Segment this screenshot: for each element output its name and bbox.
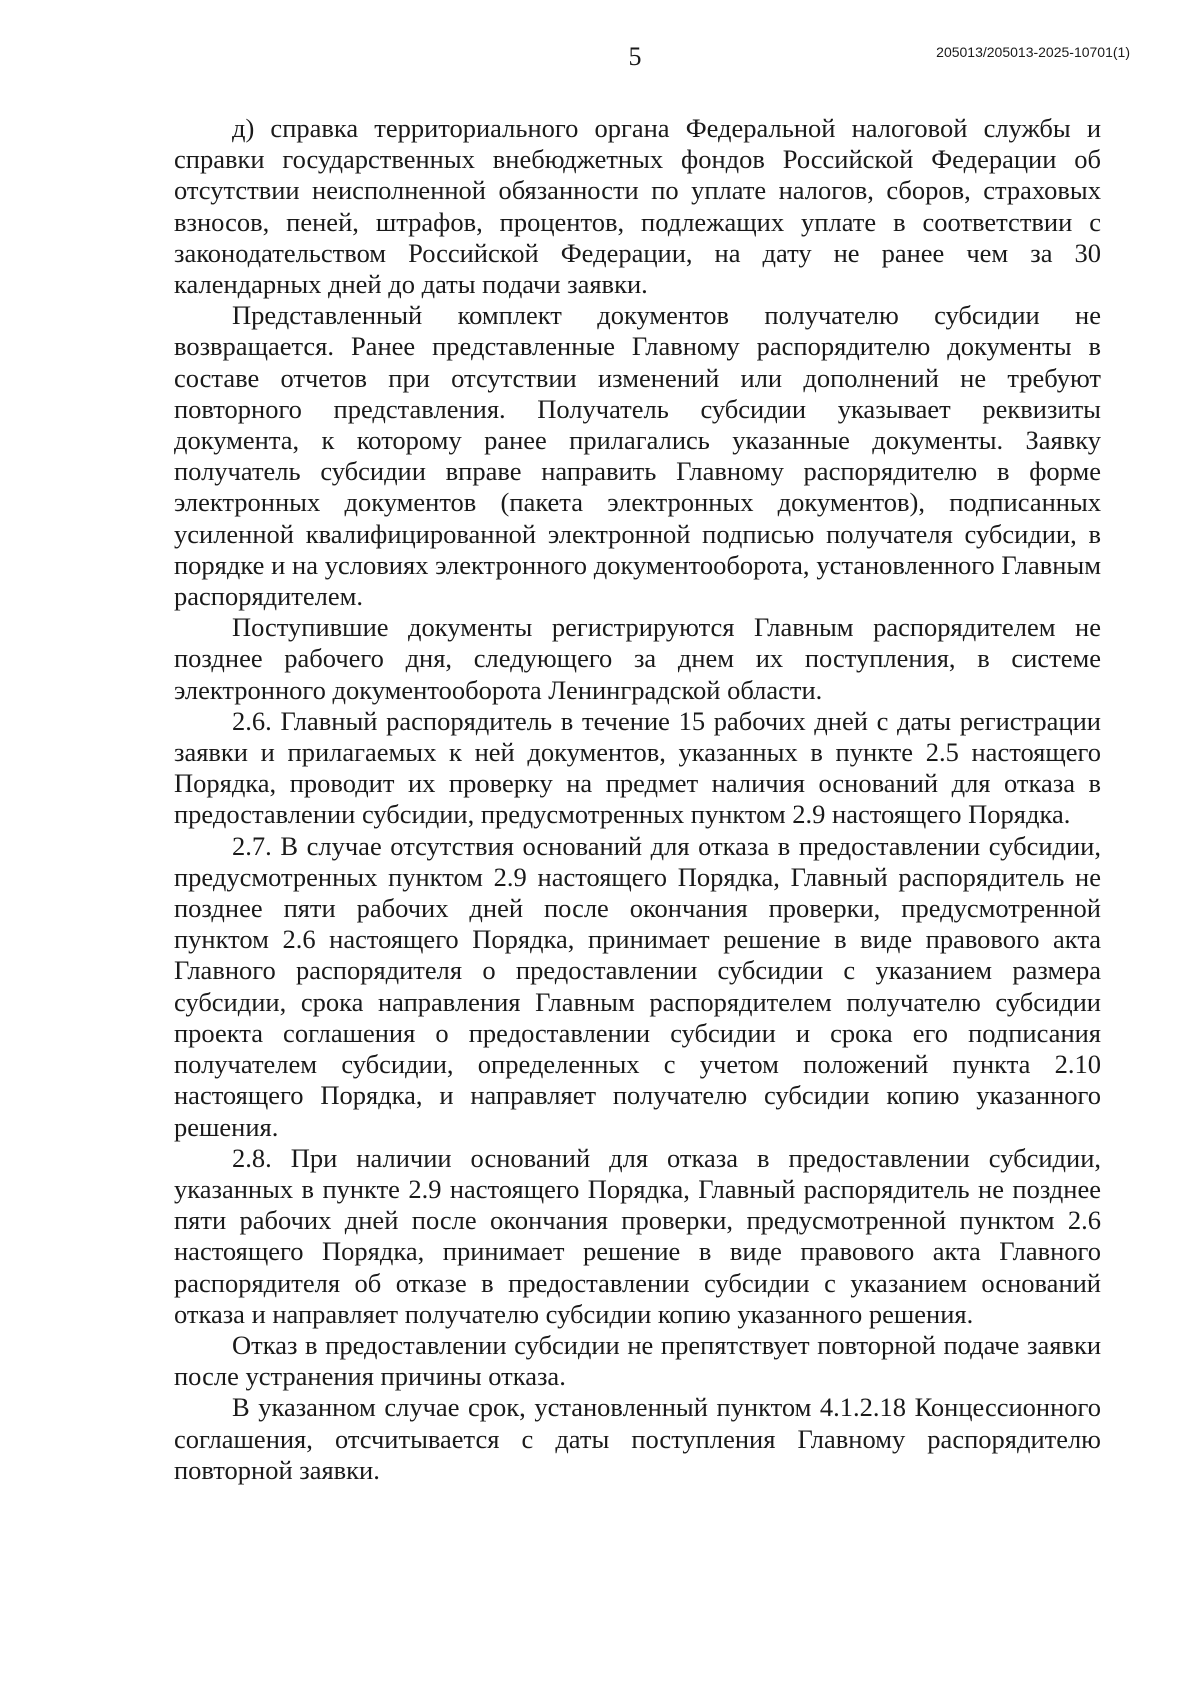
paragraph-documents-package: Представленный комплект документов получателю субсидии не возвращается. Ранее представленные Главному распорядителю документы в составе отчетов при отсутствии изменений или дополнений не требуют повторного представления. Получатель субсидии указывает реквизиты документа, к которому ранее прилагались указанные документы. Заявку получатель субсидии вправе направить Главному распорядителю в форме электронных документов (пакета электронных документов), подписанных усиленной квалифицированной электронной подписью получателя субсидии, в порядке и на условиях электронного документооборота, установленного Главным распорядителем. (174, 300, 1101, 612)
paragraph-registration: Поступившие документы регистрируются Главным распорядителем не позднее рабочего дня, следующего за днем их поступления, в системе электронного документооборота Ленинградской области. (174, 612, 1101, 705)
paragraph-2-7: 2.7. В случае отсутствия оснований для отказа в предоставлении субсидии, предусмотренных пунктом 2.9 настоящего Порядка, Главный распорядитель не позднее пяти рабочих дней после окончания проверки, предусмотренной пунктом 2.6 настоящего Порядка, принимает решение в виде правового акта Главного распорядителя о предоставлении субсидии с указанием размера субсидии, срока направления Главным распорядителем получателю субсидии проекта соглашения о предоставлении субсидии и срока его подписания получателем субсидии, определенных с учетом положений пункта 2.10 настоящего Порядка, и направляет получателю субсидии копию указанного решения. (174, 830, 1101, 1142)
document-id: 205013/205013-2025-10701(1) (936, 44, 1130, 60)
page-number: 5 (628, 42, 642, 71)
paragraph-term-calculation: В указанном случае срок, установленный пунктом 4.1.2.18 Концессионного соглашения, отсчитывается с даты поступления Главному распорядителю повторной заявки. (174, 1392, 1101, 1485)
paragraph-2-6: 2.6. Главный распорядитель в течение 15 рабочих дней с даты регистрации заявки и прилагаемых к ней документов, указанных в пункте 2.5 настоящего Порядка, проводит их проверку на предмет наличия оснований для отказа в предоставлении субсидии, предусмотренных пунктом 2.9 настоящего Порядка. (174, 705, 1101, 830)
document-body (174, 113, 1101, 1486)
paragraph-tax-certificate: д) справка территориального органа Федеральной налоговой службы и справки государственных внебюджетных фондов Российской Федерации об отсутствии неисполненной обязанности по уплате налогов, сборов, страховых взносов, пеней, штрафов, процентов, подлежащих уплате в соответствии с законодательством Российской Федерации, на дату не ранее чем за 30 календарных дней до даты подачи заявки. (174, 113, 1101, 300)
paragraph-2-8: 2.8. При наличии оснований для отказа в предоставлении субсидии, указанных в пункте 2.9 настоящего Порядка, Главный распорядитель не позднее пяти рабочих дней после окончания проверки, предусмотренной пунктом 2.6 настоящего Порядка, принимает решение в виде правового акта Главного распорядителя об отказе в предоставлении субсидии с указанием оснований отказа и направляет получателю субсидии копию указанного решения. (174, 1142, 1101, 1329)
paragraph-refusal-no-obstacle: Отказ в предоставлении субсидии не препятствует повторной подаче заявки после устранения причины отказа. (174, 1329, 1101, 1392)
